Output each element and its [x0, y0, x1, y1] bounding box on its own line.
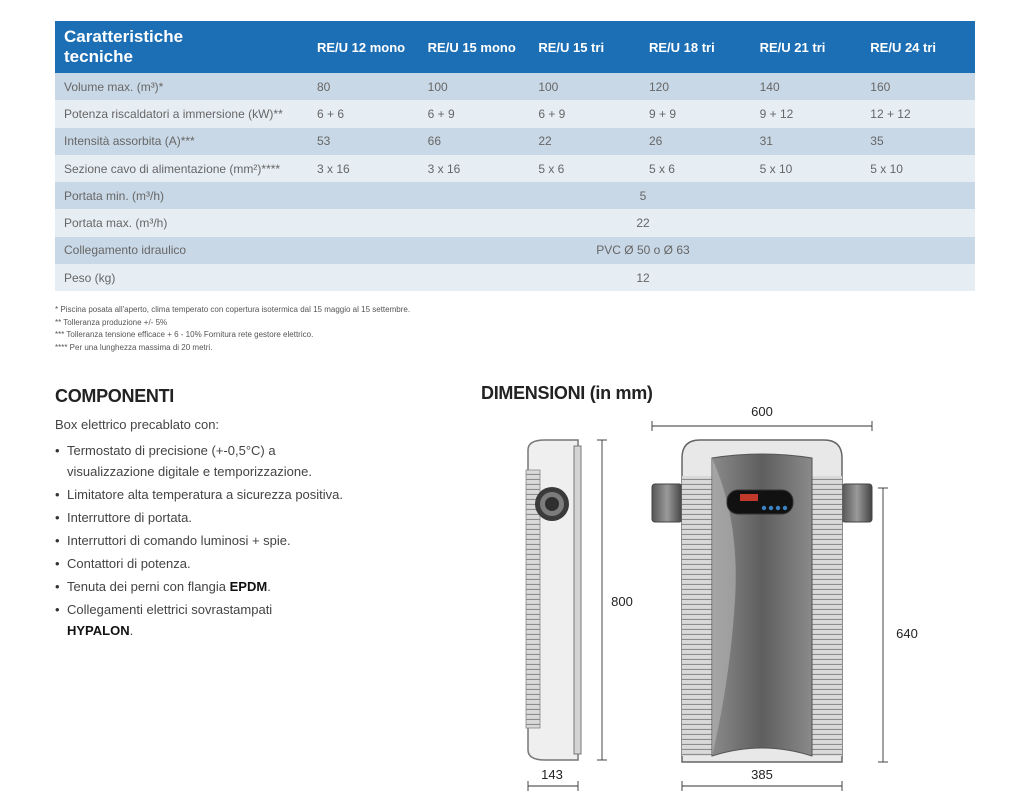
footnotes [55, 304, 410, 354]
dimensions-title: DIMENSIONI (in mm) [481, 383, 653, 403]
model-header: RE/U 12 mono [311, 21, 422, 73]
model-header: RE/U 21 tri [754, 21, 865, 73]
list-item: • Collegamenti elettrici sovrastampati HYPALON. [55, 599, 355, 641]
spec-cell: 12 + 12 [864, 100, 975, 127]
model-header: RE/U 24 tri [864, 21, 975, 73]
footnote: ** Tolleranza produzione +/- 5% [55, 317, 168, 327]
spec-cell-merged: 22 [311, 209, 975, 236]
components-title: COMPONENTI [55, 386, 175, 406]
spec-cell: 35 [864, 128, 975, 155]
spec-cell: 5 x 6 [532, 155, 643, 182]
dimensions-drawing [500, 400, 940, 800]
footnote: *** Tolleranza tensione efficace + 6 - 10% Fornitura rete gestore elettrico. [55, 330, 314, 339]
spec-cell: 22 [532, 128, 643, 155]
spec-cell: 6 + 9 [422, 100, 533, 127]
spec-row-merged [55, 264, 975, 291]
spec-table [55, 21, 975, 291]
spec-row-merged [55, 237, 975, 264]
dimension-width-top: 600 [751, 404, 773, 419]
model-header: RE/U 18 tri [643, 21, 754, 73]
dimension-depth: 143 [541, 767, 563, 782]
dimension-height-front: 640 [896, 626, 918, 641]
spec-header-label: Caratteristiche tecniche [55, 21, 311, 73]
spec-cell: 100 [422, 73, 533, 100]
spec-cell: 6 + 6 [311, 100, 422, 127]
spec-header-row [55, 21, 975, 73]
model-header: RE/U 15 tri [532, 21, 643, 73]
list-item: • Termostato di precisione (+-0,5°C) a visualizzazione digitale e temporizzazione. [55, 440, 355, 482]
footnote: * Piscina posata all'aperto, clima temperato con copertura isotermica dal 15 maggio al 15 settembre. [55, 305, 411, 314]
spec-row-label: Potenza riscaldatori a immersione (kW)** [55, 100, 311, 127]
spec-cell: 66 [422, 128, 533, 155]
spec-cell: 120 [643, 73, 754, 100]
spec-cell: 6 + 9 [532, 100, 643, 127]
spec-row [55, 100, 975, 127]
spec-row [55, 155, 975, 182]
spec-cell: 5 x 6 [643, 155, 754, 182]
spec-row [55, 128, 975, 155]
spec-cell: 160 [864, 73, 975, 100]
spec-row-label: Portata min. (m³/h) [55, 182, 311, 209]
list-item: • Interruttori di comando luminosi + spie. [55, 530, 355, 551]
side-view-heater [526, 440, 581, 760]
list-item: • Tenuta dei perni con flangia EPDM. [55, 576, 355, 597]
spec-cell: 26 [643, 128, 754, 155]
spec-cell: 5 x 10 [864, 155, 975, 182]
control-panel-display [727, 490, 793, 514]
spec-row-label: Volume max. (m³)* [55, 73, 311, 100]
spec-cell: 9 + 9 [643, 100, 754, 127]
list-item: • Interruttore di portata. [55, 507, 355, 528]
spec-cell: 31 [754, 128, 865, 155]
spec-cell-merged: 12 [311, 264, 975, 291]
spec-cell: 80 [311, 73, 422, 100]
spec-row-merged [55, 182, 975, 209]
spec-cell: 3 x 16 [422, 155, 533, 182]
dimension-height-side: 800 [611, 594, 633, 609]
model-header: RE/U 15 mono [422, 21, 533, 73]
list-item: • Contattori di potenza. [55, 553, 355, 574]
spec-cell-merged: 5 [311, 182, 975, 209]
components-intro: Box elettrico precablato con: [55, 417, 220, 432]
spec-row-label: Intensità assorbita (A)*** [55, 128, 311, 155]
components-list [55, 440, 355, 643]
spec-row-label: Peso (kg) [55, 264, 311, 291]
spec-row-label: Collegamento idraulico [55, 237, 311, 264]
spec-cell-merged: PVC Ø 50 o Ø 63 [311, 237, 975, 264]
spec-cell: 3 x 16 [311, 155, 422, 182]
spec-row-merged [55, 209, 975, 236]
spec-cell: 5 x 10 [754, 155, 865, 182]
list-item: • Limitatore alta temperatura a sicurezza positiva. [55, 484, 355, 505]
spec-cell: 140 [754, 73, 865, 100]
spec-row-label: Portata max. (m³/h) [55, 209, 311, 236]
spec-cell: 9 + 12 [754, 100, 865, 127]
spec-cell: 53 [311, 128, 422, 155]
spec-row [55, 73, 975, 100]
spec-row-label: Sezione cavo di alimentazione (mm²)**** [55, 155, 311, 182]
dimension-width-bottom: 385 [751, 767, 773, 782]
spec-cell: 100 [532, 73, 643, 100]
front-view-heater [652, 440, 872, 762]
footnote: **** Per una lunghezza massima di 20 metri. [55, 342, 213, 352]
